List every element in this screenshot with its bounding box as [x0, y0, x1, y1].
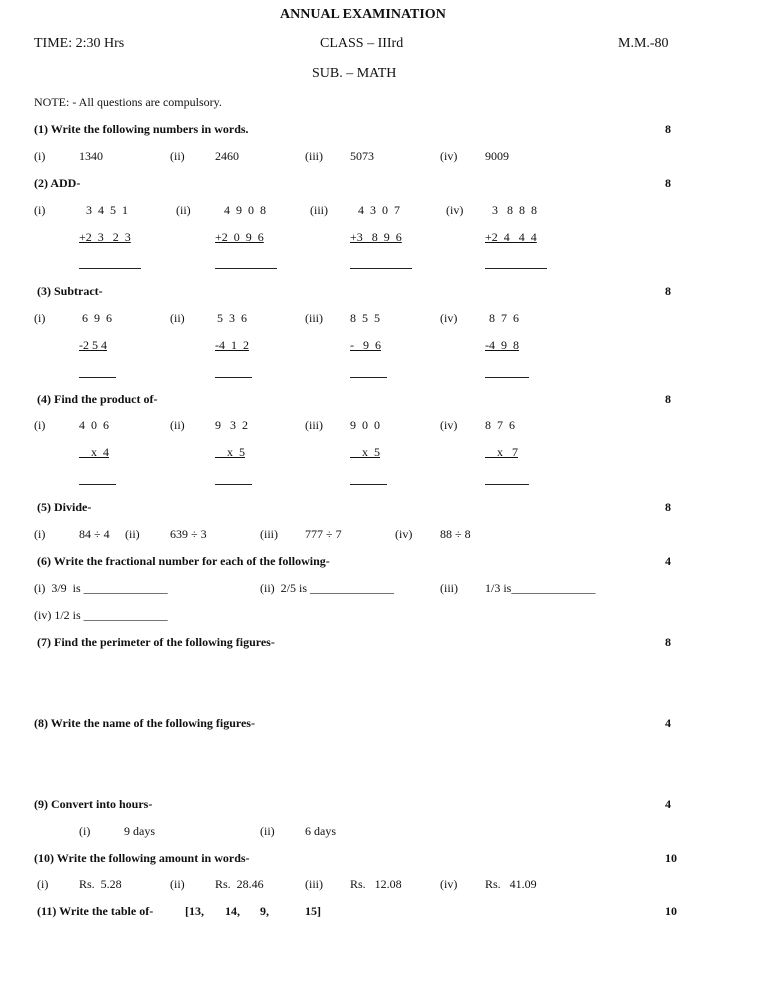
q4-label-1: (i)	[34, 418, 46, 432]
q5-label-2: (ii)	[125, 527, 140, 541]
q11-table-1: [13,	[185, 904, 204, 918]
q10-label-1: (i)	[37, 877, 49, 891]
q2-bottom-4: +2 4 4 4	[485, 230, 537, 244]
q3-top-3: 8 5 5	[350, 311, 380, 325]
q3-label-1: (i)	[34, 311, 46, 325]
q4-answer-line-1	[79, 484, 116, 485]
q1-label-3: (iii)	[305, 149, 323, 163]
q4-marks: 8	[665, 392, 671, 406]
q10-value-1: Rs. 5.28	[79, 877, 122, 891]
q2-answer-line-4	[485, 268, 547, 269]
q6-marks: 4	[665, 554, 671, 568]
q4-bottom-2: x 5	[215, 445, 245, 459]
q4-title: (4) Find the product of-	[37, 392, 158, 406]
q5-marks: 8	[665, 500, 671, 514]
q3-bottom-2: -4 1 2	[215, 338, 249, 352]
q10-marks: 10	[665, 851, 677, 865]
q3-top-2: 5 3 6	[217, 311, 247, 325]
q5-label-3: (iii)	[260, 527, 278, 541]
q3-label-3: (iii)	[305, 311, 323, 325]
exam-time: TIME: 2:30 Hrs	[34, 36, 125, 51]
q5-value-4: 88 ÷ 8	[440, 527, 471, 541]
q5-value-3: 777 ÷ 7	[305, 527, 342, 541]
q10-value-4: Rs. 41.09	[485, 877, 537, 891]
q11-table-4: 15]	[305, 904, 321, 918]
q4-answer-line-2	[215, 484, 252, 485]
q9-title: (9) Convert into hours-	[34, 797, 153, 811]
q2-bottom-3: +3 8 9 6	[350, 230, 402, 244]
q5-value-2: 639 ÷ 3	[170, 527, 207, 541]
q10-label-3: (iii)	[305, 877, 323, 891]
q1-title: (1) Write the following numbers in words.	[34, 122, 249, 136]
q5-value-1: 84 ÷ 4	[79, 527, 110, 541]
q2-label-4: (iv)	[446, 203, 464, 217]
q4-answer-line-4	[485, 484, 529, 485]
q10-label-2: (ii)	[170, 877, 185, 891]
q2-marks: 8	[665, 176, 671, 190]
q6-title: (6) Write the fractional number for each of the following-	[37, 554, 330, 568]
q3-title: (3) Subtract-	[37, 284, 103, 298]
q2-answer-line-1	[79, 268, 141, 269]
q3-label-4: (iv)	[440, 311, 458, 325]
q9-marks: 4	[665, 797, 671, 811]
q4-answer-line-3	[350, 484, 387, 485]
q3-bottom-1: -2 5 4	[79, 338, 107, 352]
q4-top-3: 9 0 0	[350, 418, 380, 432]
q2-bottom-1: +2 3 2 3	[79, 230, 131, 244]
q1-value-2: 2460	[215, 149, 239, 163]
q3-top-1: 6 9 6	[82, 311, 112, 325]
exam-class: CLASS – IIIrd	[320, 36, 404, 51]
q2-top-2: 4 9 0 8	[224, 203, 266, 217]
q6-item-4: (iv) 1/2 is ______________	[34, 608, 168, 622]
q4-top-2: 9 3 2	[215, 418, 248, 432]
exam-subject: SUB. – MATH	[312, 66, 397, 81]
q4-bottom-1: x 4	[79, 445, 109, 459]
q4-label-3: (iii)	[305, 418, 323, 432]
q3-bottom-4: -4 9 8	[485, 338, 519, 352]
q2-answer-line-3	[350, 268, 412, 269]
q6-item-3: 1/3 is______________	[485, 581, 596, 595]
q2-label-2: (ii)	[176, 203, 191, 217]
q8-title: (8) Write the name of the following figures-	[34, 716, 255, 730]
q8-marks: 4	[665, 716, 671, 730]
q9-value-2: 6 days	[305, 824, 336, 838]
q1-value-4: 9009	[485, 149, 509, 163]
q3-label-2: (ii)	[170, 311, 185, 325]
q7-marks: 8	[665, 635, 671, 649]
q10-value-3: Rs. 12.08	[350, 877, 402, 891]
max-marks: M.M.-80	[618, 36, 669, 51]
q11-table-3: 9,	[260, 904, 269, 918]
q1-value-3: 5073	[350, 149, 374, 163]
q6-label-3: (iii)	[440, 581, 458, 595]
q9-value-1: 9 days	[124, 824, 155, 838]
q1-label-1: (i)	[34, 149, 46, 163]
q11-marks: 10	[665, 904, 677, 918]
q1-marks: 8	[665, 122, 671, 136]
q5-title: (5) Divide-	[37, 500, 92, 514]
q3-answer-line-3	[350, 377, 387, 378]
q10-title: (10) Write the following amount in words-	[34, 851, 250, 865]
q4-bottom-3: x 5	[350, 445, 380, 459]
q4-bottom-4: x 7	[485, 445, 518, 459]
q6-item-2: (ii) 2/5 is ______________	[260, 581, 394, 595]
q2-label-3: (iii)	[310, 203, 328, 217]
q1-label-4: (iv)	[440, 149, 458, 163]
q10-label-4: (iv)	[440, 877, 458, 891]
q5-label-4: (iv)	[395, 527, 413, 541]
q7-title: (7) Find the perimeter of the following figures-	[37, 635, 275, 649]
q2-top-4: 3 8 8 8	[492, 203, 537, 217]
q4-label-4: (iv)	[440, 418, 458, 432]
q2-title: (2) ADD-	[34, 176, 81, 190]
q3-answer-line-1	[79, 377, 116, 378]
q11-title: (11) Write the table of-	[37, 904, 154, 918]
exam-title: ANNUAL EXAMINATION	[280, 7, 446, 22]
q5-label-1: (i)	[34, 527, 46, 541]
exam-note: NOTE: - All questions are compulsory.	[34, 95, 222, 109]
q10-value-2: Rs. 28.46	[215, 877, 264, 891]
q6-item-1: (i) 3/9 is ______________	[34, 581, 168, 595]
q2-answer-line-2	[215, 268, 277, 269]
q4-top-1: 4 0 6	[79, 418, 109, 432]
q2-label-1: (i)	[34, 203, 46, 217]
q9-label-2: (ii)	[260, 824, 275, 838]
q2-top-3: 4 3 0 7	[358, 203, 400, 217]
q3-bottom-3: - 9 6	[350, 338, 381, 352]
q2-top-1: 3 4 5 1	[86, 203, 128, 217]
q3-top-4: 8 7 6	[489, 311, 519, 325]
q3-answer-line-2	[215, 377, 252, 378]
q4-top-4: 8 7 6	[485, 418, 515, 432]
q4-label-2: (ii)	[170, 418, 185, 432]
q1-label-2: (ii)	[170, 149, 185, 163]
q1-value-1: 1340	[79, 149, 103, 163]
q11-table-2: 14,	[225, 904, 240, 918]
q9-label-1: (i)	[79, 824, 91, 838]
q2-bottom-2: +2 0 9 6	[215, 230, 264, 244]
q3-answer-line-4	[485, 377, 529, 378]
q3-marks: 8	[665, 284, 671, 298]
